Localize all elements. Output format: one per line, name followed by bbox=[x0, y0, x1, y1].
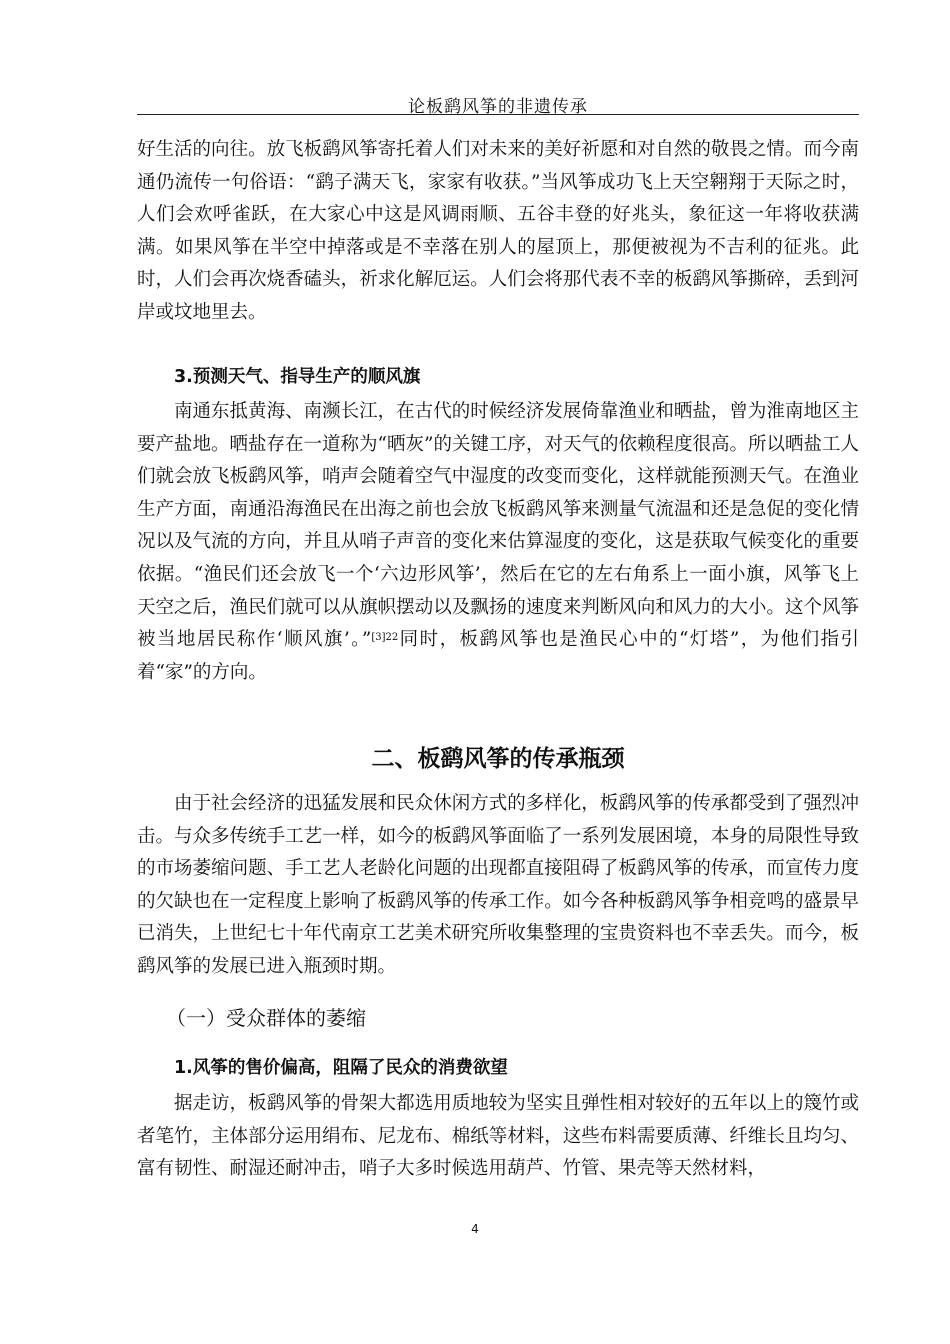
subsection-heading: （一）受众群体的萎缩 bbox=[166, 1006, 366, 1030]
citation-marker: [3]22 bbox=[371, 632, 399, 644]
subheading-3: 3.预测天气、指导生产的顺风旗 bbox=[174, 367, 421, 387]
paragraph-2 bbox=[137, 396, 859, 689]
paragraph-4: 据走访，板鹞风筝的骨架大都选用质地较为坚实且弹性相对较好的五年以上的篾竹或者笔竹，主体部分运用绢布、尼龙布、棉纸等材料，这些布料需要质薄、纤维长且均匀、富有韧性、耐湿还耐冲击，哨子大多时候选用葫芦、竹管、果壳等天然材料， bbox=[137, 1093, 859, 1180]
running-header: 论板鹞风筝的非遗传承 bbox=[408, 97, 588, 117]
paragraph-2-text-a: 南通东抵黄海、南濒长江，在古代的时候经济发展倚靠渔业和晒盐，曾为淮南地区主要产盐地。晒盐存在一道称为“晒灰”的关键工序，对天气的依赖程度很高。所以晒盐工人们就会放飞板鹞风筝，哨声会随着空气中湿度的改变而变化，这样就能预测天气。在渔业生产方面，南通沿海渔民在出海之前也会放飞板鹞风筝来测量气流温和还是急促的变化情况以及气流的方向，并且从哨子声音的变化来估算湿度的变化，这是获取气候变化的重要依据。“渔民们还会放飞一个‘六边形风筝’，然后在它的左右角系上一面小旗，风筝飞上天空之后，渔民们就可以从旗帜摆动以及飘扬的速度来判断风向和风力的大小。这个风筝被当地居民称作‘顺风旗’。” bbox=[137, 401, 859, 651]
paragraph-2-text-b: 同时，板鹞风筝也是渔民心中的“灯塔”，为他们指引着“家”的方向。 bbox=[137, 629, 859, 683]
paragraph-1: 好生活的向往。放飞板鹞风筝寄托着人们对未来的美好祈愿和对自然的敬畏之情。而今南通仍流传一句俗语：“鹞子满天飞，家家有收获。”当风筝成功飞上天空翱翔于天际之时，人们会欢呼雀跃，在大家心中这是风调雨顺、五谷丰登的好兆头，象征这一年将收获满满。如果风筝在半空中掉落或是不幸落在别人的屋顶上，那便被视为不吉利的征兆。此时，人们会再次烧香磕头，祈求化解厄运。人们会将那代表不幸的板鹞风筝撕碎，丢到河岸或坟地里去。 bbox=[137, 139, 859, 323]
subheading-1: 1.风筝的售价偏高，阻隔了民众的消费欲望 bbox=[174, 1058, 508, 1078]
header-rule bbox=[137, 114, 859, 115]
section-heading: 二、板鹞风筝的传承瓶颈 bbox=[371, 746, 625, 772]
page-number: 4 bbox=[471, 1222, 479, 1236]
paragraph-3: 由于社会经济的迅猛发展和民众休闲方式的多样化，板鹞风筝的传承都受到了强烈冲击。与众多传统手工艺一样，如今的板鹞风筝面临了一系列发展困境，本身的局限性导致的市场萎缩问题、手工艺人老龄化问题的出现都直接阻碍了板鹞风筝的传承，而宣传力度的欠缺也在一定程度上影响了板鹞风筝的传承工作。如今各种板鹞风筝争相竞鸣的盛景早已消失，上世纪七十年代南京工艺美术研究所收集整理的宝贵资料也不幸丢失。而今，板鹞风筝的发展已进入瓶颈时期。 bbox=[137, 793, 859, 977]
